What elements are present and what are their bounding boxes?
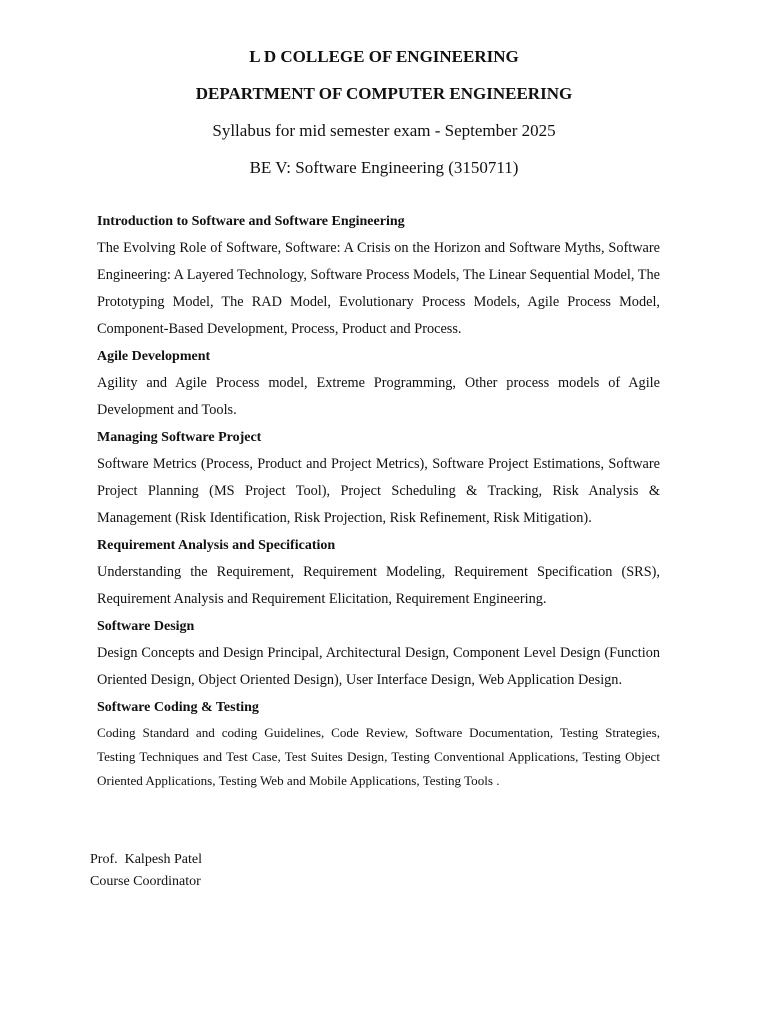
section-introduction xyxy=(97,208,660,343)
section-content: Design Concepts and Design Principal, Architectural Design, Component Level Design (Function Oriented Design, Object Oriented Design), User Interface Design, Web Application Design. xyxy=(97,645,660,688)
section-requirement-analysis xyxy=(97,532,660,613)
section-content: Understanding the Requirement, Requirement Modeling, Requirement Specification (SRS), Requirement Analysis and Requirement Elicitation, Requirement Engineering. xyxy=(97,564,660,607)
section-heading: Introduction to Software and Software Engineering xyxy=(97,214,405,229)
section-agile-development xyxy=(97,343,660,424)
section-heading: Managing Software Project xyxy=(97,430,262,445)
section-content: The Evolving Role of Software, Software: A Crisis on the Horizon and Software Myths, Software Engineering: A Layered Technology, Software Process Models, The Linear Sequential Model, The Prototyping Model, The RAD Model, Evolutionary Process Models, Agile Process Model, Component-Based Development, Process, Product and Process. xyxy=(97,240,660,337)
section-content: Agility and Agile Process model, Extreme Programming, Other process models of Agile Development and Tools. xyxy=(97,375,660,418)
syllabus-body xyxy=(97,208,660,793)
coordinator-name: Prof. Kalpesh Patel xyxy=(90,852,202,867)
section-content: Software Metrics (Process, Product and Project Metrics), Software Project Estimations, Software Project Planning (MS Project Tool), Project Scheduling & Tracking, Risk Analysis & Management (Risk Identification, Risk Projection, Risk Refinement, Risk Mitigation). xyxy=(97,456,660,526)
section-heading: Software Coding & Testing xyxy=(97,700,259,715)
section-coding-testing xyxy=(97,694,660,793)
coordinator-role: Course Coordinator xyxy=(90,874,201,889)
course-title: BE V: Software Engineering (3150711) xyxy=(249,158,519,177)
college-name: L D COLLEGE OF ENGINEERING xyxy=(249,47,519,66)
syllabus-title: Syllabus for mid semester exam - September 2025 xyxy=(212,121,556,140)
department-name: DEPARTMENT OF COMPUTER ENGINEERING xyxy=(195,84,573,103)
section-heading: Agile Development xyxy=(97,349,211,364)
section-software-design xyxy=(97,613,660,694)
section-content: Coding Standard and coding Guidelines, Code Review, Software Documentation, Testing Strategies, Testing Techniques and Test Case, Test Suites Design, Testing Conventional Applications, Testing Object Oriented Applications, Testing Web and Mobile Applications, Testing Tools . xyxy=(97,725,660,788)
signature-block xyxy=(90,849,202,893)
section-managing-project xyxy=(97,424,660,532)
document-header xyxy=(0,44,768,181)
section-heading: Software Design xyxy=(97,619,195,634)
section-heading: Requirement Analysis and Specification xyxy=(97,538,336,553)
